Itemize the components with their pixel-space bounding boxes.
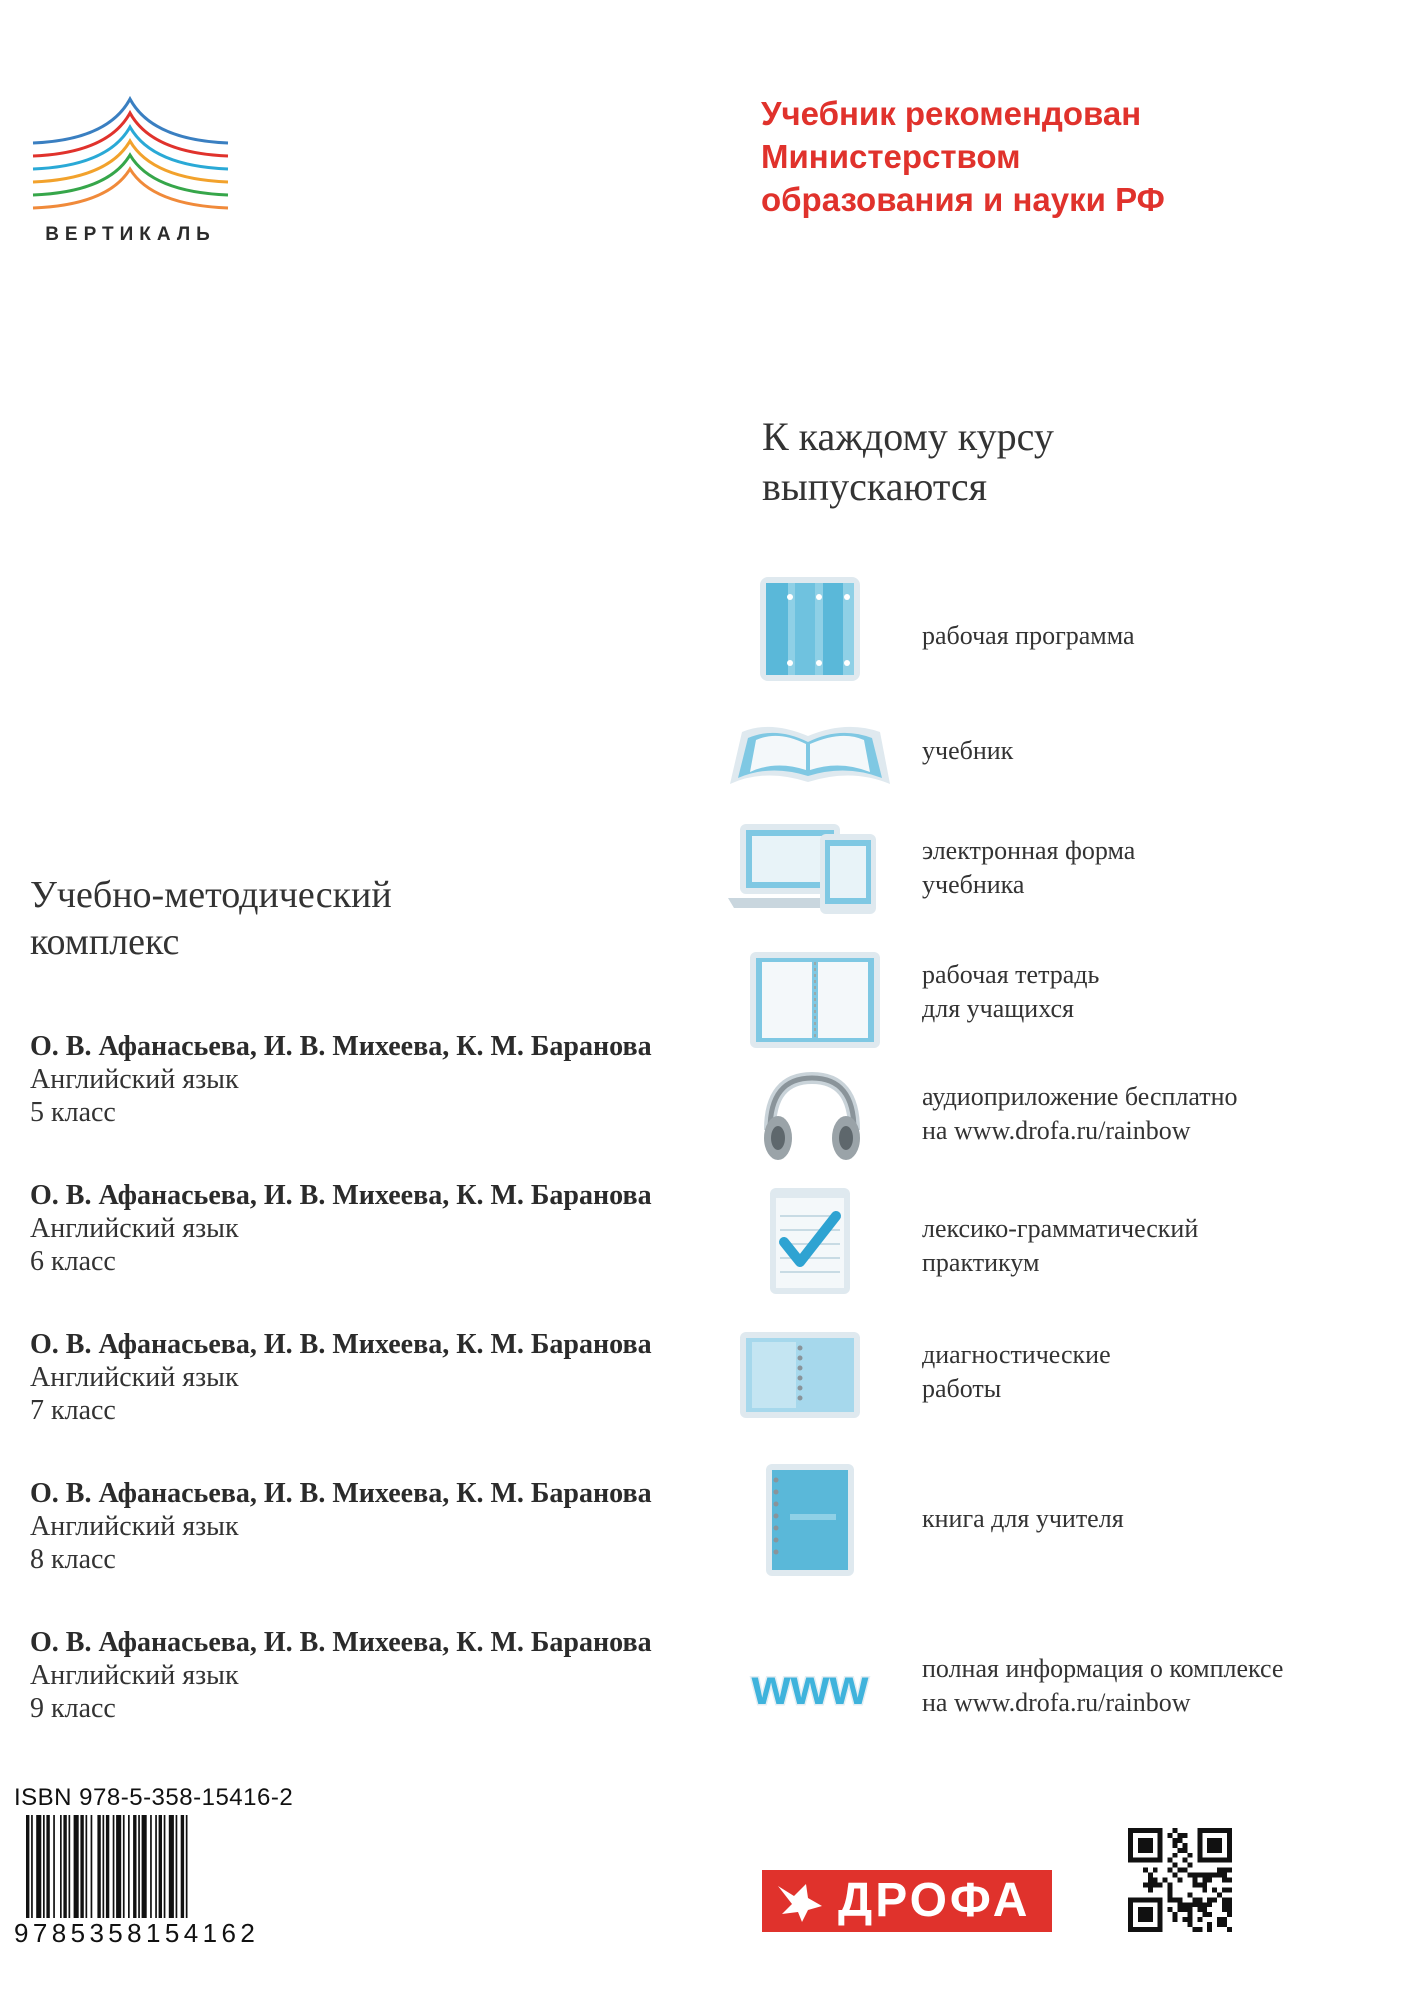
- product-item: [720, 1460, 1360, 1580]
- qr-module: [1207, 1838, 1222, 1853]
- qr-module: [1217, 1873, 1222, 1878]
- qr-module: [1197, 1902, 1202, 1907]
- qr-module: [1197, 1882, 1202, 1887]
- barcode-bar: [80, 1815, 83, 1935]
- product-label: учебник: [922, 736, 1014, 765]
- qr-module: [1222, 1873, 1227, 1878]
- barcode-bar: [186, 1815, 188, 1935]
- book-authors: О. В. Афанасьева, И. В. Михеева, К. М. Баранова: [30, 1180, 652, 1211]
- book-subject: Английский язык: [30, 1213, 239, 1244]
- qr-module: [1173, 1838, 1178, 1843]
- qr-module: [1153, 1882, 1158, 1887]
- barcode-bar: [31, 1815, 33, 1935]
- qr-module: [1168, 1907, 1173, 1912]
- product-label: работы: [922, 1374, 1002, 1403]
- qr-module: [1178, 1848, 1183, 1853]
- product-label: диагностические: [922, 1340, 1111, 1369]
- qr-module: [1173, 1843, 1178, 1848]
- barcode-bar: [26, 1815, 29, 1935]
- qr-module: [1192, 1897, 1197, 1902]
- qr-module: [1182, 1907, 1187, 1912]
- qr-module: [1187, 1863, 1192, 1868]
- qr-module: [1182, 1858, 1187, 1863]
- qr-module: [1187, 1917, 1192, 1922]
- qr-module: [1217, 1892, 1222, 1897]
- qr-module: [1192, 1878, 1197, 1883]
- qr-module: [1227, 1878, 1232, 1883]
- product-item: [720, 1652, 1360, 1722]
- barcode-bar: [106, 1815, 109, 1935]
- barcode-bar: [159, 1815, 162, 1935]
- book-subject: Английский язык: [30, 1511, 239, 1542]
- qr-module: [1227, 1897, 1232, 1902]
- book-entry: [30, 1626, 652, 1725]
- barcode-bar: [169, 1815, 174, 1935]
- course-heading-line: выпускаются: [762, 464, 987, 509]
- qr-module: [1207, 1912, 1212, 1917]
- recommendation-line: образования и науки РФ: [761, 181, 1165, 218]
- qr-module: [1212, 1887, 1217, 1892]
- checklist-icon: [720, 1186, 900, 1296]
- qr-module: [1187, 1902, 1192, 1907]
- kit-heading: [30, 872, 392, 966]
- kit-heading-line: комплекс: [30, 921, 180, 963]
- product-label: на www.drofa.ru/rainbow: [922, 1688, 1191, 1717]
- qr-module: [1202, 1907, 1207, 1912]
- qr-module: [1212, 1873, 1217, 1878]
- barcode-bar: [63, 1815, 66, 1935]
- barcode-bar: [116, 1815, 121, 1935]
- laptop-tablet-icon: [720, 818, 900, 918]
- qr-module: [1197, 1907, 1202, 1912]
- open-book-icon: [720, 712, 900, 792]
- barcode-bar: [53, 1815, 55, 1935]
- qr-module: [1143, 1882, 1148, 1887]
- qr-module: [1192, 1902, 1197, 1907]
- product-item: [720, 818, 1360, 918]
- qr-module: [1163, 1878, 1168, 1883]
- barcode-bar: [103, 1815, 105, 1935]
- barcode-bar: [181, 1815, 184, 1935]
- qr-module: [1168, 1882, 1173, 1887]
- qr-module: [1227, 1912, 1232, 1917]
- qr-module: [1168, 1887, 1173, 1892]
- bird-icon: [772, 1876, 830, 1926]
- qr-code: [1128, 1828, 1232, 1932]
- qr-module: [1138, 1907, 1153, 1922]
- qr-module: [1202, 1902, 1207, 1907]
- qr-module: [1187, 1912, 1192, 1917]
- qr-module: [1197, 1917, 1202, 1922]
- qr-module: [1202, 1873, 1207, 1878]
- book-grade: 7 класс: [30, 1395, 116, 1426]
- qr-module: [1168, 1833, 1173, 1838]
- qr-module: [1173, 1863, 1178, 1868]
- qr-module: [1207, 1897, 1212, 1902]
- book-entry: [30, 1179, 652, 1278]
- book-subject: Английский язык: [30, 1362, 239, 1393]
- kit-heading-line: Учебно-методический: [30, 874, 392, 916]
- qr-module: [1158, 1882, 1163, 1887]
- qr-module: [1173, 1917, 1178, 1922]
- product-label: для учащихся: [922, 994, 1074, 1023]
- qr-module: [1192, 1882, 1197, 1887]
- barcode-bar: [86, 1815, 88, 1935]
- product-item: [720, 1186, 1360, 1296]
- qr-module: [1168, 1868, 1173, 1873]
- spiral-notebook-icon: [720, 1330, 900, 1420]
- qr-module: [1227, 1907, 1232, 1912]
- notebook-open-icon: [720, 950, 900, 1050]
- qr-module: [1202, 1878, 1207, 1883]
- qr-module: [1178, 1868, 1183, 1873]
- book-entry: [30, 1328, 652, 1427]
- product-item: [720, 575, 1360, 685]
- qr-module: [1222, 1907, 1227, 1912]
- book-authors: О. В. Афанасьева, И. В. Михеева, К. М. Баранова: [30, 1031, 652, 1062]
- www-icon: [720, 1652, 900, 1722]
- barcode-bar: [164, 1815, 166, 1935]
- qr-module: [1222, 1902, 1227, 1907]
- qr-module: [1178, 1902, 1183, 1907]
- qr-module: [1168, 1892, 1173, 1897]
- publisher-name: ДРОФА: [838, 1874, 1031, 1927]
- product-label: полная информация о комплексе: [922, 1654, 1284, 1683]
- qr-module: [1197, 1873, 1202, 1878]
- product-label: практикум: [922, 1248, 1040, 1277]
- headphones-icon: [720, 1068, 900, 1168]
- qr-module: [1217, 1922, 1222, 1927]
- book-grade: 5 класс: [30, 1097, 116, 1128]
- barcode-bar: [36, 1815, 41, 1935]
- recommendation-line: Учебник рекомендован: [761, 95, 1142, 132]
- qr-module: [1173, 1828, 1178, 1833]
- product-label: лексико-грамматический: [922, 1214, 1199, 1243]
- isbn-text: ISBN 978-5-358-15416-2: [14, 1784, 294, 1811]
- qr-module: [1173, 1912, 1178, 1917]
- barcode-bar: [133, 1815, 136, 1935]
- barcode-bar: [60, 1815, 62, 1935]
- barcode-bar: [43, 1815, 45, 1935]
- product-label: на www.drofa.ru/rainbow: [922, 1116, 1191, 1145]
- product-label: рабочая программа: [922, 621, 1135, 650]
- barcode-bar: [155, 1815, 157, 1935]
- qr-module: [1202, 1887, 1207, 1892]
- qr-module: [1202, 1882, 1207, 1887]
- course-heading-line: К каждому курсу: [762, 414, 1054, 459]
- barcode-bar: [46, 1815, 49, 1935]
- barcode-bar: [138, 1815, 140, 1935]
- qr-module: [1187, 1907, 1192, 1912]
- book-authors: О. В. Афанасьева, И. В. Михеева, К. М. Баранова: [30, 1329, 652, 1360]
- product-label: аудиоприложение бесплатно: [922, 1082, 1238, 1111]
- product-label: учебника: [922, 870, 1025, 899]
- barcode-bar: [91, 1815, 93, 1935]
- qr-module: [1222, 1887, 1227, 1892]
- qr-module: [1222, 1878, 1227, 1883]
- product-item: [720, 950, 1360, 1050]
- qr-module: [1222, 1922, 1227, 1927]
- book-subject: Английский язык: [30, 1064, 239, 1095]
- qr-module: [1182, 1868, 1187, 1873]
- qr-module: [1173, 1853, 1178, 1858]
- barcode-bar: [97, 1815, 100, 1935]
- qr-module: [1222, 1897, 1227, 1902]
- qr-module: [1227, 1902, 1232, 1907]
- product-label: книга для учителя: [922, 1504, 1124, 1533]
- qr-module: [1187, 1892, 1192, 1897]
- qr-module: [1143, 1868, 1148, 1873]
- qr-module: [1153, 1868, 1158, 1873]
- qr-module: [1202, 1912, 1207, 1917]
- qr-module: [1148, 1882, 1153, 1887]
- qr-module: [1207, 1927, 1212, 1932]
- qr-module: [1173, 1873, 1178, 1878]
- product-item: [720, 1068, 1360, 1168]
- barcode-bar: [128, 1815, 130, 1935]
- teacher-book-icon: [720, 1460, 900, 1580]
- qr-module: [1212, 1897, 1217, 1902]
- qr-module: [1178, 1907, 1183, 1912]
- course-heading: [762, 412, 1054, 512]
- qr-module: [1227, 1887, 1232, 1892]
- qr-module: [1138, 1838, 1153, 1853]
- qr-module: [1182, 1848, 1187, 1853]
- book-grade: 9 класс: [30, 1693, 116, 1724]
- qr-module: [1178, 1897, 1183, 1902]
- qr-module: [1187, 1873, 1192, 1878]
- qr-module: [1148, 1873, 1153, 1878]
- barcode-bar: [150, 1815, 152, 1935]
- barcode-bar: [74, 1815, 79, 1935]
- binder-icon: [720, 575, 900, 685]
- qr-module: [1197, 1897, 1202, 1902]
- qr-module: [1182, 1902, 1187, 1907]
- qr-module: [1148, 1887, 1153, 1892]
- qr-module: [1178, 1838, 1183, 1843]
- qr-module: [1207, 1922, 1212, 1927]
- book-entry: [30, 1030, 652, 1129]
- qr-module: [1197, 1927, 1202, 1932]
- product-item: [720, 1330, 1360, 1420]
- qr-module: [1207, 1873, 1212, 1878]
- barcode-bar: [123, 1815, 125, 1935]
- book-authors: О. В. Афанасьева, И. В. Михеева, К. М. Баранова: [30, 1627, 652, 1658]
- ministry-recommendation: [761, 92, 1321, 221]
- barcode: [26, 1815, 266, 1935]
- product-label: электронная форма: [922, 836, 1136, 865]
- barcode-bar: [69, 1815, 71, 1935]
- qr-module: [1173, 1897, 1178, 1902]
- qr-module: [1182, 1843, 1187, 1848]
- book-entry: [30, 1477, 652, 1576]
- book-subject: Английский язык: [30, 1660, 239, 1691]
- product-item: [720, 712, 1360, 792]
- qr-module: [1217, 1917, 1222, 1922]
- qr-module: [1217, 1868, 1222, 1873]
- qr-module: [1207, 1878, 1212, 1883]
- logo-wordmark: ВЕРТИКАЛЬ: [45, 224, 216, 245]
- recommendation-line: Министерством: [761, 138, 1021, 175]
- qr-module: [1178, 1878, 1183, 1883]
- book-grade: 6 класс: [30, 1246, 116, 1277]
- qr-module: [1168, 1858, 1173, 1863]
- qr-module: [1222, 1868, 1227, 1873]
- qr-module: [1168, 1897, 1173, 1902]
- barcode-bar: [176, 1815, 178, 1935]
- qr-module: [1222, 1917, 1227, 1922]
- barcode-digits: 9785358154162: [14, 1918, 260, 1948]
- qr-module: [1192, 1927, 1197, 1932]
- qr-module: [1187, 1853, 1192, 1858]
- barcode-bar: [142, 1815, 147, 1935]
- book-authors: О. В. Афанасьева, И. В. Михеева, К. М. Баранова: [30, 1478, 652, 1509]
- qr-module: [1178, 1833, 1183, 1838]
- book-grade: 8 класс: [30, 1544, 116, 1575]
- qr-module: [1182, 1917, 1187, 1922]
- product-label: рабочая тетрадь: [922, 960, 1100, 989]
- qr-module: [1207, 1902, 1212, 1907]
- qr-module: [1187, 1922, 1192, 1927]
- qr-module: [1227, 1868, 1232, 1873]
- qr-module: [1192, 1873, 1197, 1878]
- www-label: www: [751, 1659, 869, 1715]
- barcode-bar: [113, 1815, 115, 1935]
- qr-module: [1148, 1878, 1153, 1883]
- qr-module: [1182, 1833, 1187, 1838]
- qr-module: [1153, 1878, 1158, 1883]
- qr-module: [1227, 1927, 1232, 1932]
